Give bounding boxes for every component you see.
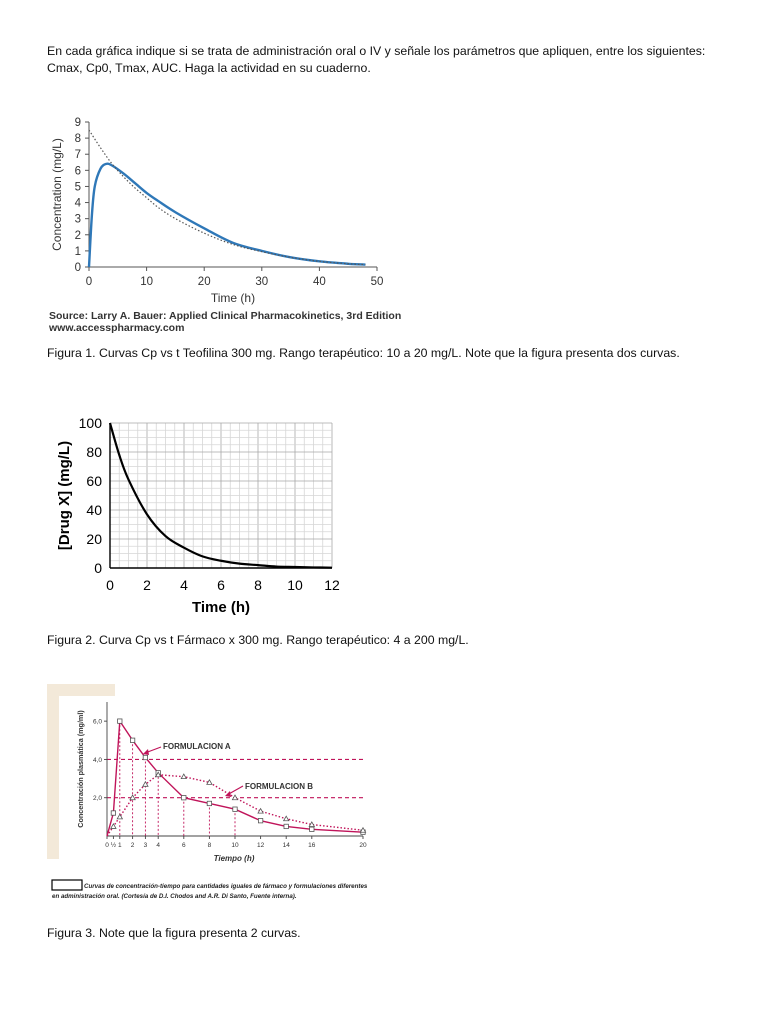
formulacion-a-point bbox=[258, 818, 262, 822]
x-tick-label: 4 bbox=[156, 842, 161, 849]
y-tick-label: 1 bbox=[74, 245, 81, 258]
figure-1-chart bbox=[47, 112, 442, 336]
figure-2-chart bbox=[47, 405, 342, 620]
x-tick-label: 50 bbox=[370, 276, 384, 288]
formulacion-a-point bbox=[284, 824, 288, 828]
figure-1-source-line-2: www.accesspharmacy.com bbox=[49, 322, 185, 334]
x-tick-label: 30 bbox=[255, 276, 269, 288]
y-tick-label: 60 bbox=[86, 473, 102, 489]
formulacion-a-point bbox=[310, 827, 314, 831]
x-tick-label: 10 bbox=[231, 842, 239, 849]
x-tick-label: 20 bbox=[359, 842, 367, 849]
figure-1-source-line-1: Source: Larry A. Bauer: Applied Clinical Pharmacokinetics, 3rd Edition bbox=[49, 310, 402, 322]
y-tick-label: 6,0 bbox=[92, 718, 102, 726]
x-tick-label: 2 bbox=[130, 842, 135, 849]
y-tick-label: 4,0 bbox=[92, 756, 102, 764]
x-tick-label: 6 bbox=[181, 842, 186, 849]
y-tick-label: 80 bbox=[86, 444, 102, 460]
x-tick-label: 16 bbox=[308, 842, 316, 849]
formulacion-b-label: FORMULACION B bbox=[245, 782, 313, 791]
y-tick-label: 40 bbox=[86, 502, 102, 518]
formulacion-a-label: FORMULACION A bbox=[163, 742, 231, 751]
formulacion-a-point bbox=[143, 755, 147, 759]
y-tick-label: 4 bbox=[74, 197, 81, 210]
x-tick-label: 0 bbox=[105, 842, 109, 849]
x-tick-label: 6 bbox=[217, 577, 225, 593]
x-axis-label: Time (h) bbox=[210, 291, 256, 305]
formulacion-a-point bbox=[207, 801, 211, 805]
x-tick-label: 14 bbox=[282, 842, 290, 849]
x-tick-label: 1 bbox=[117, 842, 122, 849]
x-tick-label: 0 bbox=[106, 577, 114, 593]
figure-3-chart bbox=[47, 684, 392, 904]
formulacion-a-point bbox=[130, 738, 134, 742]
formulacion-a-point bbox=[118, 719, 122, 723]
formulacion-a-point bbox=[182, 796, 186, 800]
figure-2-caption: Figura 2. Curva Cp vs t Fármaco x 300 mg. Rango terapéutico: 4 a 200 mg/L. bbox=[47, 633, 469, 647]
x-tick-label: 12 bbox=[256, 842, 265, 849]
footnote-box bbox=[52, 880, 82, 890]
x-tick-label: 4 bbox=[180, 577, 188, 593]
y-axis-label: [Drug X] (mg/L) bbox=[56, 440, 73, 551]
y-tick-label: 8 bbox=[74, 133, 81, 146]
y-tick-label: 20 bbox=[86, 531, 102, 547]
formulacion-a-point bbox=[111, 811, 115, 815]
y-tick-label: 2 bbox=[74, 229, 81, 242]
figure-3-caption: Figura 3. Note que la figura presenta 2 curvas. bbox=[47, 926, 301, 940]
x-tick-label: 20 bbox=[197, 276, 211, 288]
x-tick-label: 3 bbox=[143, 842, 148, 849]
y-tick-label: 5 bbox=[74, 181, 81, 194]
y-tick-label: 0 bbox=[74, 262, 81, 274]
y-axis-label: Concentración plasmática (mg/ml) bbox=[76, 710, 85, 828]
figure-3-footnote-line-2: en administración oral. (Cortesía de D.I. Chodos and A.R. Di Santo, Fuente interna). bbox=[52, 893, 297, 900]
y-tick-label: 3 bbox=[74, 213, 81, 226]
y-tick-label: 7 bbox=[74, 149, 81, 162]
x-tick-label: 8 bbox=[254, 577, 262, 593]
x-tick-label: 2 bbox=[143, 577, 151, 593]
x-tick-label: 8 bbox=[207, 842, 212, 849]
x-axis-label: Time (h) bbox=[191, 599, 251, 616]
instructions-text: En cada gráfica indique si se trata de administración oral o IV y señale los parámetros que apliquen, entre los siguientes: Cmax, Cp0, Tmax, AUC. Haga la actividad en su cuaderno. bbox=[47, 44, 706, 75]
formulacion-a-point bbox=[233, 807, 237, 811]
y-tick-label: 100 bbox=[78, 415, 102, 431]
y-tick-label: 0 bbox=[94, 560, 102, 576]
x-axis-label: Tiempo (h) bbox=[213, 854, 255, 863]
figure-1-caption: Figura 1. Curvas Cp vs t Teofilina 300 mg. Rango terapéutico: 10 a 20 mg/L. Note que la figura presenta dos curvas. bbox=[47, 346, 680, 360]
figure-1-series-2-line bbox=[89, 130, 365, 265]
y-tick-label: 2,0 bbox=[92, 795, 102, 803]
x-tick-label: ½ bbox=[110, 842, 117, 849]
y-axis-label: Concentration (mg/L) bbox=[50, 138, 64, 251]
x-tick-label: 40 bbox=[313, 276, 326, 288]
y-tick-label: 6 bbox=[74, 165, 81, 178]
x-tick-label: 0 bbox=[85, 276, 93, 288]
y-tick-label: 9 bbox=[74, 117, 81, 129]
x-tick-label: 12 bbox=[324, 577, 340, 593]
figure-1-series-1-line bbox=[89, 164, 365, 267]
x-tick-label: 10 bbox=[287, 577, 303, 593]
x-tick-label: 10 bbox=[140, 276, 153, 288]
figure-3-footnote-line-1: Curvas de concentración-tiempo para cantidades iguales de fármaco y formulaciones diferentes bbox=[84, 883, 368, 890]
